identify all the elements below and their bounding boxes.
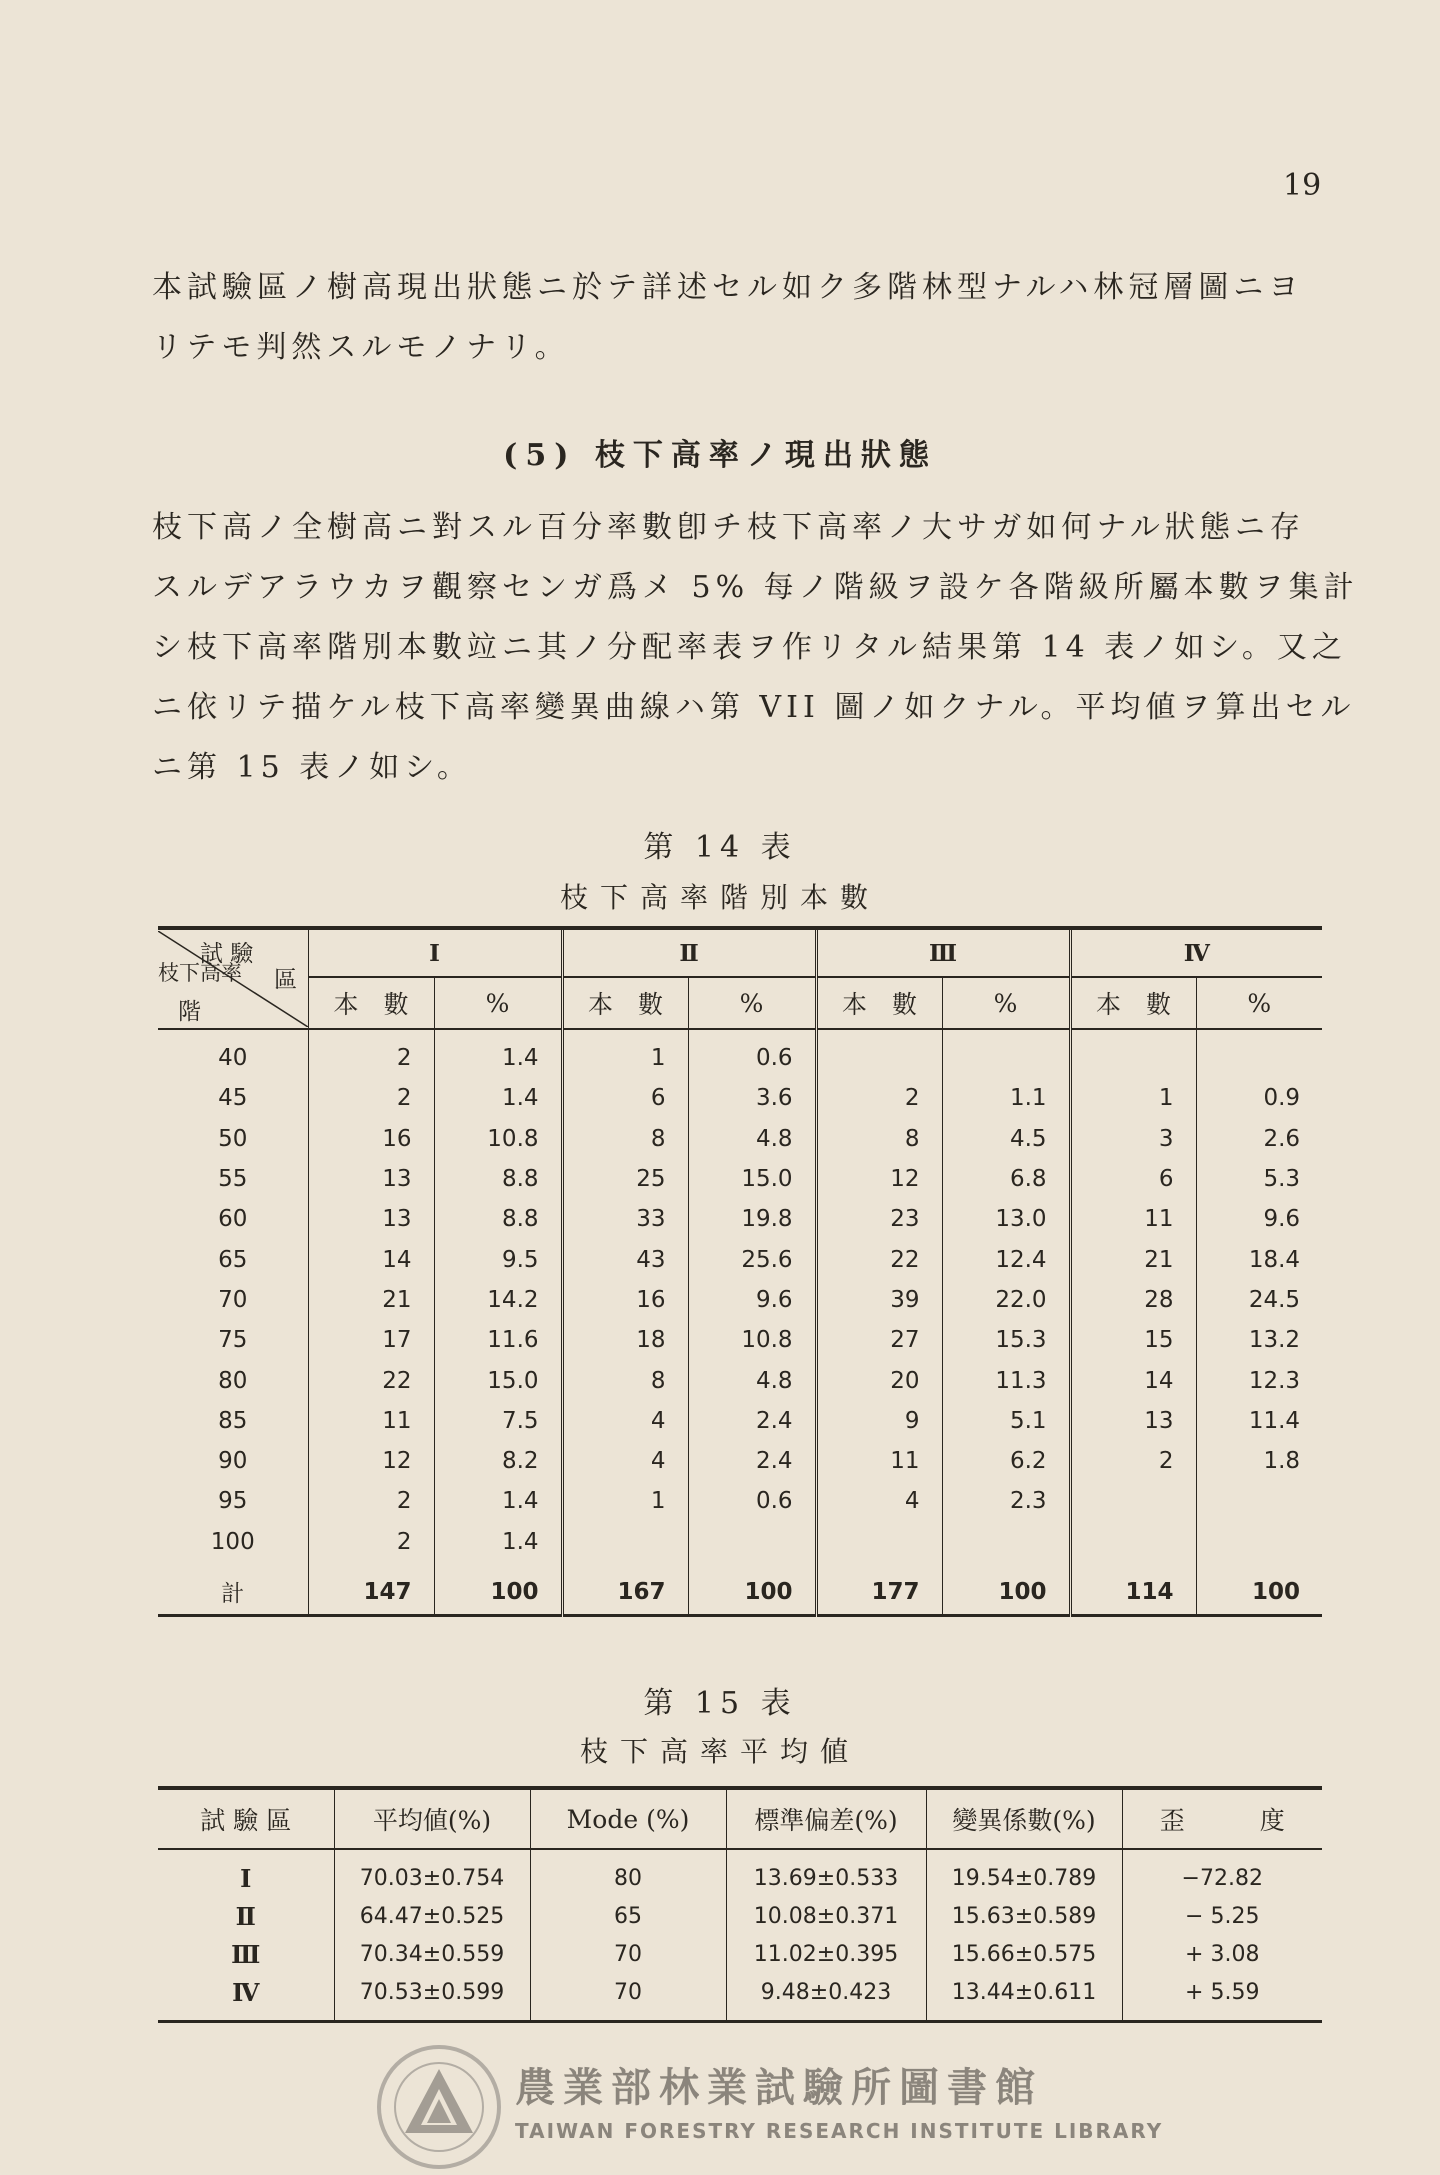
percent-cell: 0.9 [1196,1078,1322,1118]
text-line: ニ第 15 表ノ如シ。 [152,750,472,785]
percent-cell: 10.8 [688,1320,816,1360]
count-cell: 20 [816,1360,942,1400]
t15-header-stddev: 標準偏差(%) [726,1788,926,1849]
count-cell [562,1522,688,1562]
table-row [158,1078,1322,1118]
text-line: 本試驗區ノ樹高現出狀態ニ於テ詳述セル如ク多階林型ナルハ林冠層圖ニヨ [152,270,1304,305]
percent-cell: 3.6 [688,1078,816,1118]
plot-cell: Ⅱ [235,1901,256,1931]
count-cell: 13 [308,1159,434,1199]
count-cell: 14 [1070,1360,1196,1400]
class-cell: 75 [218,1327,248,1354]
percent-cell: 15.0 [688,1159,816,1199]
table-row [158,1159,1322,1199]
count-cell: 2 [308,1481,434,1521]
count-cell: 1 [1070,1078,1196,1118]
percent-cell: 4.8 [688,1119,816,1159]
percent-cell: 8.8 [434,1159,562,1199]
count-cell: 8 [562,1119,688,1159]
group-header-3: Ⅲ [816,928,1070,977]
count-cell: 18 [562,1320,688,1360]
mode-cell: 70 [530,1973,726,2022]
class-cell: 95 [218,1488,248,1515]
class-cell: 90 [218,1448,248,1475]
count-cell: 11 [308,1401,434,1441]
count-cell [816,1522,942,1562]
count-cell: 177 [816,1570,942,1616]
count-cell: 2 [816,1078,942,1118]
group-header-1: Ⅰ [308,928,562,977]
plot-cell: Ⅰ [240,1863,252,1893]
percent-cell: 13.0 [942,1199,1070,1239]
count-cell: 39 [816,1280,942,1320]
table14-subtitle: 枝下高率階別本數 [559,881,880,914]
seal-icon [375,2043,503,2171]
percent-cell: 100 [688,1570,816,1616]
col-count-header: 本 數 [1070,977,1196,1029]
percent-cell: 2.6 [1196,1119,1322,1159]
watermark-chinese: 農業部林業試驗所圖書館 [515,2065,1043,2111]
t15-header-mean: 平均値(%) [334,1788,530,1849]
percent-cell [688,1522,816,1562]
percent-cell: 2.3 [942,1481,1070,1521]
count-cell: 114 [1070,1570,1196,1616]
group-header-4: Ⅳ [1070,928,1322,977]
percent-cell: 1.4 [434,1078,562,1118]
table-row [158,1522,1322,1562]
t15-header-cv: 變異係數(%) [926,1788,1122,1849]
percent-cell [942,1038,1070,1078]
percent-cell: 100 [1196,1570,1322,1616]
count-cell: 8 [562,1360,688,1400]
percent-cell: 8.8 [434,1199,562,1239]
library-watermark [515,2056,1163,2143]
corner-label-top: 試 驗 [200,941,254,967]
class-cell: 60 [218,1206,248,1233]
col-pct-header: % [434,977,562,1029]
percent-cell: 4.8 [688,1360,816,1400]
percent-cell: 9.6 [688,1280,816,1320]
corner-label-bottom: 階 [178,999,201,1025]
count-cell: 1 [562,1038,688,1078]
class-cell: 50 [218,1125,248,1152]
count-cell: 13 [308,1199,434,1239]
percent-cell: 11.6 [434,1320,562,1360]
table15 [158,1786,1322,2023]
percent-cell: 13.2 [1196,1320,1322,1360]
class-cell: 80 [218,1367,248,1394]
stddev-cell: 13.69±0.533 [726,1849,926,1897]
percent-cell: 5.3 [1196,1159,1322,1199]
table-row [158,1897,1322,1935]
count-cell: 25 [562,1159,688,1199]
count-cell: 8 [816,1119,942,1159]
body-paragraph [152,498,1359,798]
count-cell: 4 [562,1401,688,1441]
plot-cell: Ⅲ [231,1939,261,1969]
table-row [158,1280,1322,1320]
count-cell: 22 [816,1239,942,1279]
percent-cell: 7.5 [434,1401,562,1441]
cv-cell: 15.63±0.589 [926,1897,1122,1935]
table-row [158,1481,1322,1521]
count-cell [1070,1481,1196,1521]
col-count-header: 本 數 [816,977,942,1029]
watermark-english: TAIWAN FORESTRY RESEARCH INSTITUTE LIBRARY [515,2119,1164,2143]
percent-cell: 1.4 [434,1481,562,1521]
count-cell: 15 [1070,1320,1196,1360]
count-cell [1070,1522,1196,1562]
percent-cell: 22.0 [942,1280,1070,1320]
class-cell: 40 [218,1045,248,1072]
count-cell: 2 [308,1038,434,1078]
percent-cell: 0.6 [688,1481,816,1521]
mode-cell: 80 [530,1849,726,1897]
mode-cell: 65 [530,1897,726,1935]
percent-cell: 9.6 [1196,1199,1322,1239]
count-cell: 22 [308,1360,434,1400]
percent-cell: 25.6 [688,1239,816,1279]
percent-cell: 15.3 [942,1320,1070,1360]
count-cell: 9 [816,1401,942,1441]
stddev-cell: 10.08±0.371 [726,1897,926,1935]
percent-cell: 4.5 [942,1119,1070,1159]
cv-cell: 15.66±0.575 [926,1935,1122,1973]
percent-cell: 24.5 [1196,1280,1322,1320]
percent-cell: 2.4 [688,1441,816,1481]
count-cell: 21 [1070,1239,1196,1279]
table14-title: 第 14 表 [643,830,797,865]
count-cell: 6 [1070,1159,1196,1199]
skew-cell: − 5.25 [1122,1897,1322,1935]
table15-title: 第 15 表 [643,1686,797,1721]
percent-cell: 11.4 [1196,1401,1322,1441]
percent-cell: 18.4 [1196,1239,1322,1279]
percent-cell: 100 [434,1570,562,1616]
percent-cell: 9.5 [434,1239,562,1279]
section-heading: (5) 枝下高率ノ現出狀態 [503,438,937,473]
library-seal-logo [375,2043,503,2175]
count-cell [816,1038,942,1078]
count-cell: 13 [1070,1401,1196,1441]
t15-header-skew: 歪 度 [1122,1788,1322,1849]
text-line: リテモ判然スルモノナリ。 [152,330,570,365]
table-row [158,1038,1322,1078]
percent-cell: 100 [942,1570,1070,1616]
count-cell: 6 [562,1078,688,1118]
total-row [158,1570,1322,1616]
plot-cell: Ⅳ [232,1977,260,2007]
count-cell: 147 [308,1570,434,1616]
table14-corner-header [158,928,308,1029]
table-row [158,1849,1322,1897]
intro-paragraph [152,258,1332,378]
mean-cell: 70.53±0.599 [334,1973,530,2022]
count-cell: 3 [1070,1119,1196,1159]
page-number: 19 [1283,168,1322,203]
count-cell: 17 [308,1320,434,1360]
count-cell: 23 [816,1199,942,1239]
count-cell: 33 [562,1199,688,1239]
stddev-cell: 9.48±0.423 [726,1973,926,2022]
percent-cell [1196,1481,1322,1521]
table-row [158,1239,1322,1279]
count-cell: 12 [816,1159,942,1199]
count-cell: 11 [1070,1199,1196,1239]
col-pct-header: % [1196,977,1322,1029]
class-cell: 100 [210,1528,255,1555]
percent-cell: 10.8 [434,1119,562,1159]
count-cell: 27 [816,1320,942,1360]
percent-cell: 1.1 [942,1078,1070,1118]
percent-cell: 12.4 [942,1239,1070,1279]
percent-cell [1196,1522,1322,1562]
class-cell: 70 [218,1286,248,1313]
cv-cell: 19.54±0.789 [926,1849,1122,1897]
count-cell: 43 [562,1239,688,1279]
t15-header-mode: Mode (%) [530,1788,726,1849]
text-line: スルデアラウカヲ觀察センガ爲メ 5% 每ノ階級ヲ設ケ各階級所屬本數ヲ集計 [152,570,1359,605]
count-cell: 28 [1070,1280,1196,1320]
col-pct-header: % [688,977,816,1029]
table15-subtitle: 枝下高率平均値 [579,1735,860,1768]
percent-cell [942,1522,1070,1562]
skew-cell: + 3.08 [1122,1935,1322,1973]
count-cell: 4 [562,1441,688,1481]
count-cell: 16 [562,1280,688,1320]
class-cell: 65 [218,1246,248,1273]
mean-cell: 64.47±0.525 [334,1897,530,1935]
percent-cell: 6.8 [942,1159,1070,1199]
percent-cell: 1.4 [434,1522,562,1562]
table-row [158,1935,1322,1973]
table-row [158,1441,1322,1481]
table-row [158,1119,1322,1159]
percent-cell: 6.2 [942,1441,1070,1481]
percent-cell: 2.4 [688,1401,816,1441]
percent-cell: 15.0 [434,1360,562,1400]
class-cell: 45 [218,1085,248,1112]
count-cell: 2 [1070,1441,1196,1481]
count-cell: 167 [562,1570,688,1616]
col-count-header: 本 數 [562,977,688,1029]
count-cell [1070,1038,1196,1078]
percent-cell: 8.2 [434,1441,562,1481]
t15-header-plot: 試 驗 區 [158,1788,334,1849]
percent-cell: 1.4 [434,1038,562,1078]
text-line: シ枝下高率階別本數竝ニ其ノ分配率表ヲ作リタル結果第 14 表ノ如シ。又之 [152,630,1347,665]
class-cell: 85 [218,1407,248,1434]
table-row [158,1973,1322,2022]
percent-cell: 1.8 [1196,1441,1322,1481]
class-cell: 計 [221,1581,245,1608]
cv-cell: 13.44±0.611 [926,1973,1122,2022]
class-cell: 55 [218,1166,248,1193]
mode-cell: 70 [530,1935,726,1973]
table-row [158,1360,1322,1400]
col-count-header: 本 數 [308,977,434,1029]
mean-cell: 70.03±0.754 [334,1849,530,1897]
percent-cell: 0.6 [688,1038,816,1078]
percent-cell: 19.8 [688,1199,816,1239]
count-cell: 11 [816,1441,942,1481]
count-cell: 21 [308,1280,434,1320]
table14 [158,926,1322,1617]
count-cell: 12 [308,1441,434,1481]
mean-cell: 70.34±0.559 [334,1935,530,1973]
percent-cell: 14.2 [434,1280,562,1320]
count-cell: 16 [308,1119,434,1159]
table-row [158,1401,1322,1441]
text-line: ニ依リテ描ケル枝下高率變異曲線ハ第 VII 圖ノ如クナル。平均値ヲ算出セル [152,690,1356,725]
stddev-cell: 11.02±0.395 [726,1935,926,1973]
table-row [158,1199,1322,1239]
percent-cell: 11.3 [942,1360,1070,1400]
table-row [158,1320,1322,1360]
percent-cell [1196,1038,1322,1078]
corner-label-right: 區 [274,967,297,993]
count-cell: 14 [308,1239,434,1279]
skew-cell: + 5.59 [1122,1973,1322,2022]
count-cell: 1 [562,1481,688,1521]
skew-cell: −72.82 [1122,1849,1322,1897]
percent-cell: 12.3 [1196,1360,1322,1400]
group-header-2: Ⅱ [562,928,816,977]
corner-label-mid: 枝下高率 [158,961,242,985]
count-cell: 2 [308,1078,434,1118]
count-cell: 2 [308,1522,434,1562]
count-cell: 4 [816,1481,942,1521]
text-line: 枝下高ノ全樹高ニ對スル百分率數卽チ枝下高率ノ大サガ如何ナル狀態ニ存 [152,510,1305,545]
col-pct-header: % [942,977,1070,1029]
percent-cell: 5.1 [942,1401,1070,1441]
